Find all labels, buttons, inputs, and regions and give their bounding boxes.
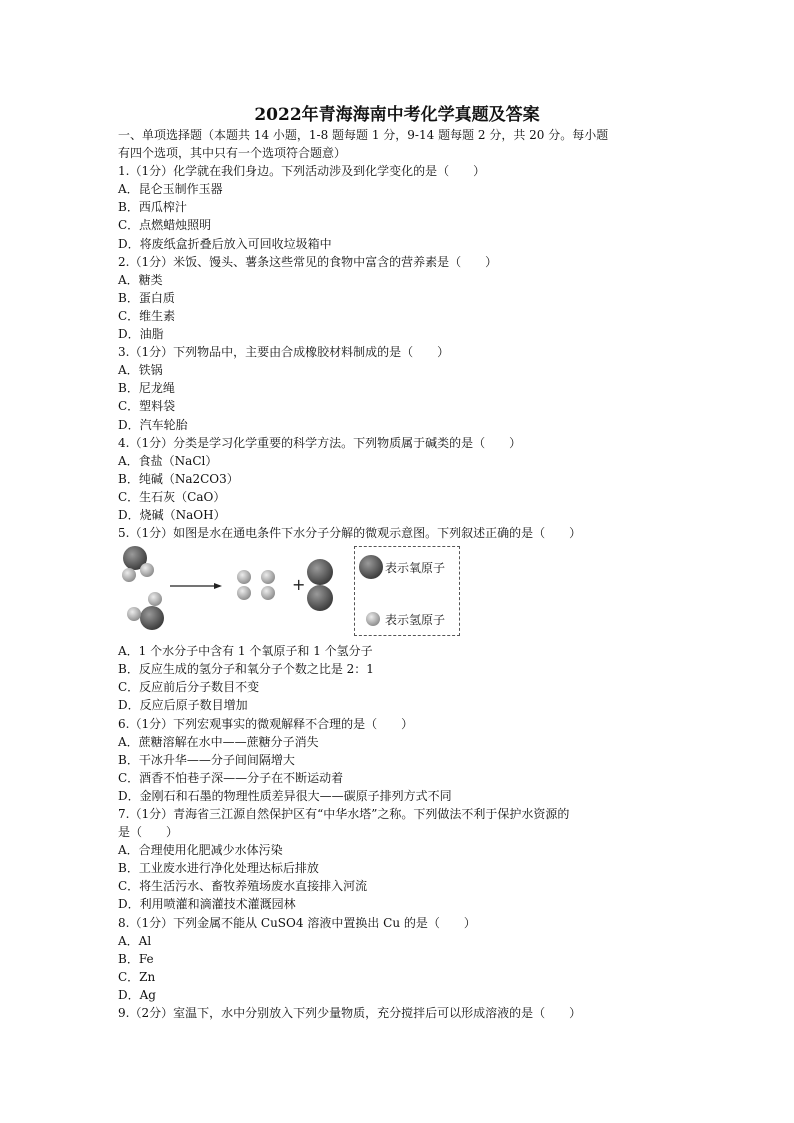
question-2-option-a: A．糖类 bbox=[118, 272, 163, 287]
question-7-option-a: A．合理使用化肥减少水体污染 bbox=[118, 843, 283, 858]
oxygen-legend-icon bbox=[359, 555, 383, 579]
question-8-option-c: C．Zn bbox=[118, 969, 156, 984]
water-electrolysis-diagram bbox=[118, 544, 678, 638]
hydrogen-atom bbox=[140, 563, 154, 577]
plus-sign: + bbox=[292, 575, 306, 595]
page-title: 2022年青海海南中考化学真题及答案 bbox=[254, 105, 540, 125]
question-7-option-d: D．利用喷灌和滴灌技术灌溉园林 bbox=[118, 897, 296, 912]
section-header: 一、单项选择题（本题共 14 小题，1-8 题每题 1 分，9-14 题每题 2 分，共 20 分。每小题 bbox=[118, 128, 609, 142]
question-7-option-b: B．工业废水进行净化处理达标后排放 bbox=[118, 861, 319, 876]
question-5-option-c: C．反应前后分子数目不变 bbox=[118, 680, 260, 695]
hydrogen-atom bbox=[261, 586, 275, 600]
question-3-option-b: B．尼龙绳 bbox=[118, 381, 175, 396]
question-7-stem: 7.（1分）青海省三江源自然保护区有“中华水塔”之称。下列做法不利于保护水资源的 bbox=[118, 807, 570, 821]
question-6-option-c: C．酒香不怕巷子深——分子在不断运动着 bbox=[118, 770, 344, 785]
question-7-option-c: C．将生活污水、畜牧养殖场废水直接排入河流 bbox=[118, 879, 368, 894]
question-8-option-a: A．Al bbox=[118, 933, 152, 948]
oxygen-atom bbox=[307, 585, 333, 611]
question-list bbox=[118, 126, 678, 1022]
question-5-option-d: D．反应后原子数目增加 bbox=[118, 698, 248, 713]
question-1-option-b: B．西瓜榨汁 bbox=[118, 200, 187, 215]
question-8-option-d: D．Ag bbox=[118, 987, 156, 1002]
question-8-stem: 8.（1分）下列金属不能从 CuSO4 溶液中置换出 Cu 的是（ ） bbox=[118, 915, 476, 930]
hydrogen-atom bbox=[127, 607, 141, 621]
question-2-option-d: D．油脂 bbox=[118, 327, 164, 342]
section-header-cont: 有四个选项，其中只有一个选项符合题意） bbox=[118, 146, 347, 161]
water-molecule-1 bbox=[122, 546, 154, 582]
question-3-option-d: D．汽车轮胎 bbox=[118, 417, 188, 432]
question-5-option-b: B．反应生成的氢分子和氧分子个数之比是 2：1 bbox=[118, 662, 374, 677]
question-4-option-a: A．食盐（NaCl） bbox=[118, 453, 218, 468]
question-1-option-c: C．点燃蜡烛照明 bbox=[118, 218, 212, 233]
question-3-stem: 3.（1分）下列物品中，主要由合成橡胶材料制成的是（ ） bbox=[118, 345, 450, 360]
question-5-option-a: A．1 个水分子中含有 1 个氧原子和 1 个氢分子 bbox=[118, 644, 373, 659]
question-2-option-b: B．蛋白质 bbox=[118, 290, 175, 305]
reaction-arrow-icon bbox=[170, 583, 222, 589]
diagram-legend bbox=[354, 546, 460, 636]
water-molecule-2 bbox=[127, 592, 164, 630]
oxygen-atom bbox=[307, 559, 333, 585]
question-6-option-b: B．干冰升华——分子间间隔增大 bbox=[118, 752, 295, 767]
question-9-stem: 9.（2分）室温下，水中分别放入下列少量物质，充分搅拌后可以形成溶液的是（ ） bbox=[118, 1006, 582, 1021]
hydrogen-atom bbox=[237, 570, 251, 584]
question-6-stem: 6.（1分）下列宏观事实的微观解释不合理的是（ ） bbox=[118, 716, 414, 731]
hydrogen-atom bbox=[122, 568, 136, 582]
hydrogen-legend-icon bbox=[366, 612, 380, 626]
question-2-stem: 2.（1分）米饭、馒头、薯条这些常见的食物中富含的营养素是（ ） bbox=[118, 254, 498, 269]
question-4-stem: 4.（1分）分类是学习化学重要的科学方法。下列物质属于碱类的是（ ） bbox=[118, 435, 522, 450]
question-5-stem: 5.（1分）如图是水在通电条件下水分子分解的微观示意图。下列叙述正确的是（ ） bbox=[118, 526, 582, 541]
question-4-option-d: D．烧碱（NaOH） bbox=[118, 507, 226, 522]
question-4-option-c: C．生石灰（CaO） bbox=[118, 489, 226, 504]
question-3-option-c: C．塑料袋 bbox=[118, 399, 176, 414]
question-4-option-b: B．纯碱（Na2CO3） bbox=[118, 471, 239, 486]
question-3-option-a: A．铁锅 bbox=[118, 363, 163, 378]
oxygen-atom bbox=[140, 606, 164, 630]
question-6-option-a: A．蔗糖溶解在水中——蔗糖分子消失 bbox=[118, 734, 319, 749]
hydrogen-atom bbox=[148, 592, 162, 606]
oxygen-molecule bbox=[307, 559, 333, 611]
question-1-option-d: D．将废纸盒折叠后放入可回收垃圾箱中 bbox=[118, 236, 332, 251]
hydrogen-atom bbox=[261, 570, 275, 584]
question-6-option-d: D．金刚石和石墨的物理性质差异很大——碳原子排列方式不同 bbox=[118, 788, 452, 803]
hydrogen-atom bbox=[237, 586, 251, 600]
question-2-option-c: C．维生素 bbox=[118, 308, 176, 323]
legend-hydrogen-label: 表示氢原子 bbox=[385, 613, 446, 628]
question-7-stem-cont: 是（ ） bbox=[118, 825, 179, 840]
question-8-option-b: B．Fe bbox=[118, 951, 154, 966]
question-1-stem: 1.（1分）化学就在我们身边。下列活动涉及到化学变化的是（ ） bbox=[118, 164, 486, 179]
legend-oxygen-label: 表示氧原子 bbox=[385, 561, 446, 576]
question-1-option-a: A．昆仑玉制作玉器 bbox=[118, 182, 223, 197]
hydrogen-molecules bbox=[237, 570, 275, 600]
